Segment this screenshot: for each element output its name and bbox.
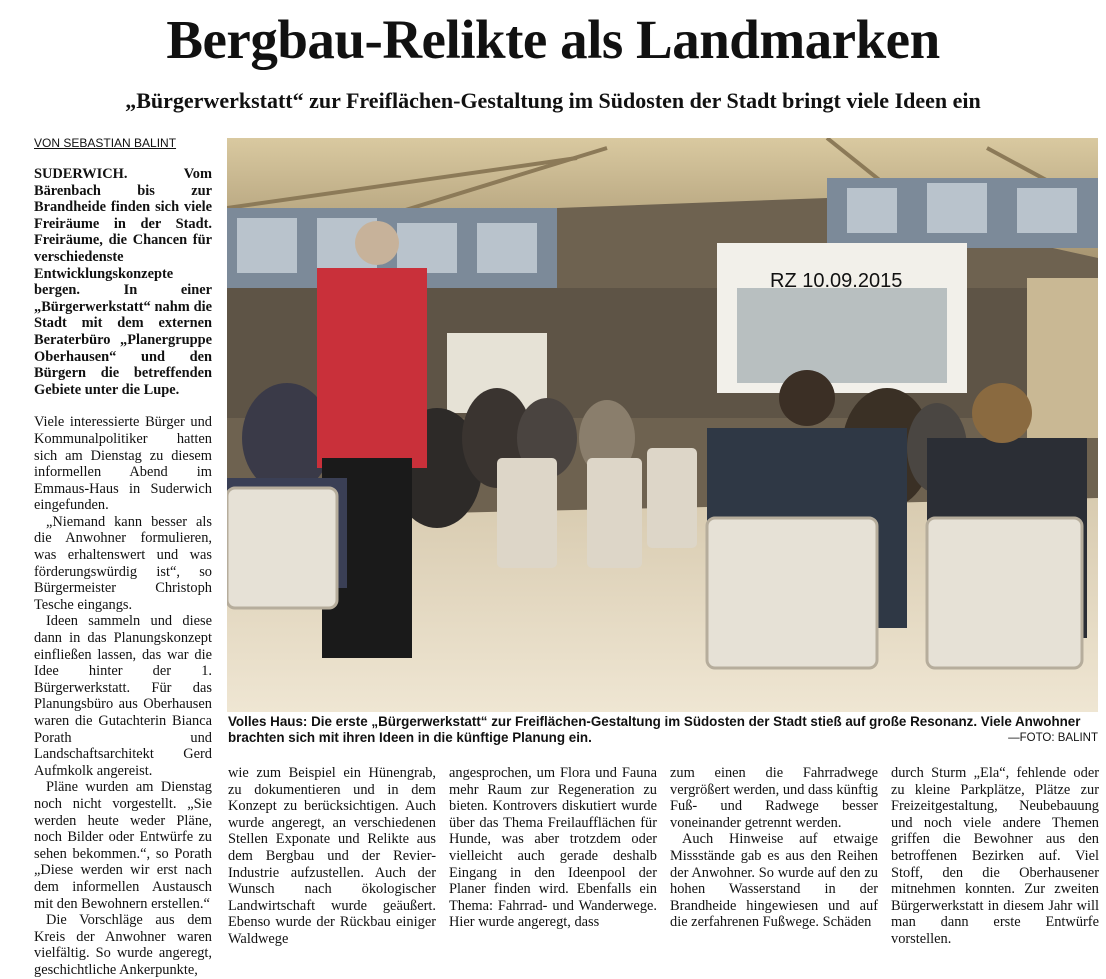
- article-column-5: [891, 765, 1099, 948]
- photo-credit: —FOTO: BALINT: [1008, 732, 1098, 744]
- event-photo: [227, 138, 1098, 712]
- paragraph: durch Sturm „Ela“, fehlende oder zu kleine Parkplätze, Plätze zur Freizeitgestaltung, Neubebauung und noch viele andere Themen griffen die Bewohner aus den betroffenen Bezirken auf. Viel Stoff, den die Oberhausener mitnehmen konnten. Zur zweiten Bürgerwerkstatt in diesem Jahr will man dann erste Entwürfe vorstellen.: [891, 765, 1099, 947]
- photo-stamp: RZ 10.09.2015: [770, 270, 903, 292]
- paragraph: zum einen die Fahrradwege vergrößert werden, und dass künftig Fuß- und Radwege besser voneinander getrennt werden.: [670, 765, 878, 831]
- paragraph: Die Vorschläge aus dem Kreis der Anwohner waren vielfältig. So wurde angeregt, geschichtliche Ankerpunkte,: [34, 912, 212, 978]
- lead-paragraph: SUDERWICH. Vom Bärenbach bis zur Brandheide finden sich viele Freiräume in der Stadt. Freiräume, die Chancen für verschiedenste Entwicklungskonzepte bergen. In einer „Bürgerwerkstatt“ nahm die Stadt mit dem externen Beraterbüro „Planergruppe Oberhausen“ und den Bürgern die betreffenden Gebiete unter die Lupe.: [34, 166, 212, 398]
- headline: Bergbau-Relikte als Landmarken: [166, 9, 940, 70]
- paragraph: Viele interessierte Bürger und Kommunalpolitiker hatten sich am Dienstag zu diesem informellen Abend im Emmaus-Haus in Suderwich eingefunden.: [34, 414, 212, 514]
- paragraph: „Niemand kann besser als die Anwohner formulieren, was erhaltenswert und was förderungswürdig ist“, so Bürgermeister Christoph Tesche eingangs.: [34, 513, 212, 613]
- photo-caption: Volles Haus: Die erste „Bürgerwerkstatt“ zur Freiflächen-Gestaltung im Südosten der Stadt stieß auf große Resonanz. Viele Anwohner brachten sich mit ihren Ideen in die künftige Planung ein.: [228, 714, 1081, 745]
- article-column-1: [34, 166, 212, 979]
- article-column-3: [449, 765, 657, 931]
- photo-illustration: [227, 138, 1098, 712]
- article-column-2: [228, 765, 436, 948]
- byline: VON SEBASTIAN BALINT: [34, 136, 177, 150]
- article-column-4: [670, 765, 878, 931]
- paragraph: Ideen sammeln und diese dann in das Planungskonzept einfließen lassen, das war die Idee hinter der 1. Bürgerwerkstatt. Für das Planungsbüro aus Oberhausen waren die Gutachterin Bianca Porath und Landschaftsarchitekt Gerd Aufmkolk angereist.: [34, 613, 212, 779]
- paragraph: Auch Hinweise auf etwaige Missstände gab es aus den Reihen der Anwohner. So wurde auf den zu hohen Wasserstand in der Brandheide hingewiesen und auf die zerfahrenen Fußwege. Schäden: [670, 831, 878, 931]
- paragraph: angesprochen, um Flora und Fauna mehr Raum zur Regeneration zu bieten. Kontrovers diskutiert wurde über das Thema Freilaufflächen für Hunde, was aber trotzdem oder vielleicht auch gerade deshalb Eingang in den Ideenpool der Planer finden wird. Ebenfalls ein Thema: Fahrrad- und Wanderwege. Hier wurde angeregt, dass: [449, 765, 657, 931]
- paragraph: wie zum Beispiel ein Hünengrab, zu dokumentieren und in dem Konzept zu berücksichtigen. Auch wurde angeregt, an verschiedenen Stellen Exponate und Relikte aus dem Bergbau und der Revier-Industrie aufzustellen. Auch der Wunsch nach ökologischer Landwirtschaft wurde geäußert. Ebenso wurde der Rückbau einiger Waldwege: [228, 765, 436, 947]
- paragraph: Pläne wurden am Dienstag noch nicht vorgestellt. „Sie werden heute weder Pläne, noch Bilder oder Entwürfe zu sehen bekommen.“, so Porath „Diese werden wir erst nach dem informellen Austausch mit den Bewohnern erstellen.“: [34, 779, 212, 912]
- subheadline: „Bürgerwerkstatt“ zur Freiflächen-Gestaltung im Südosten der Stadt bringt viele Ideen ein: [125, 88, 981, 113]
